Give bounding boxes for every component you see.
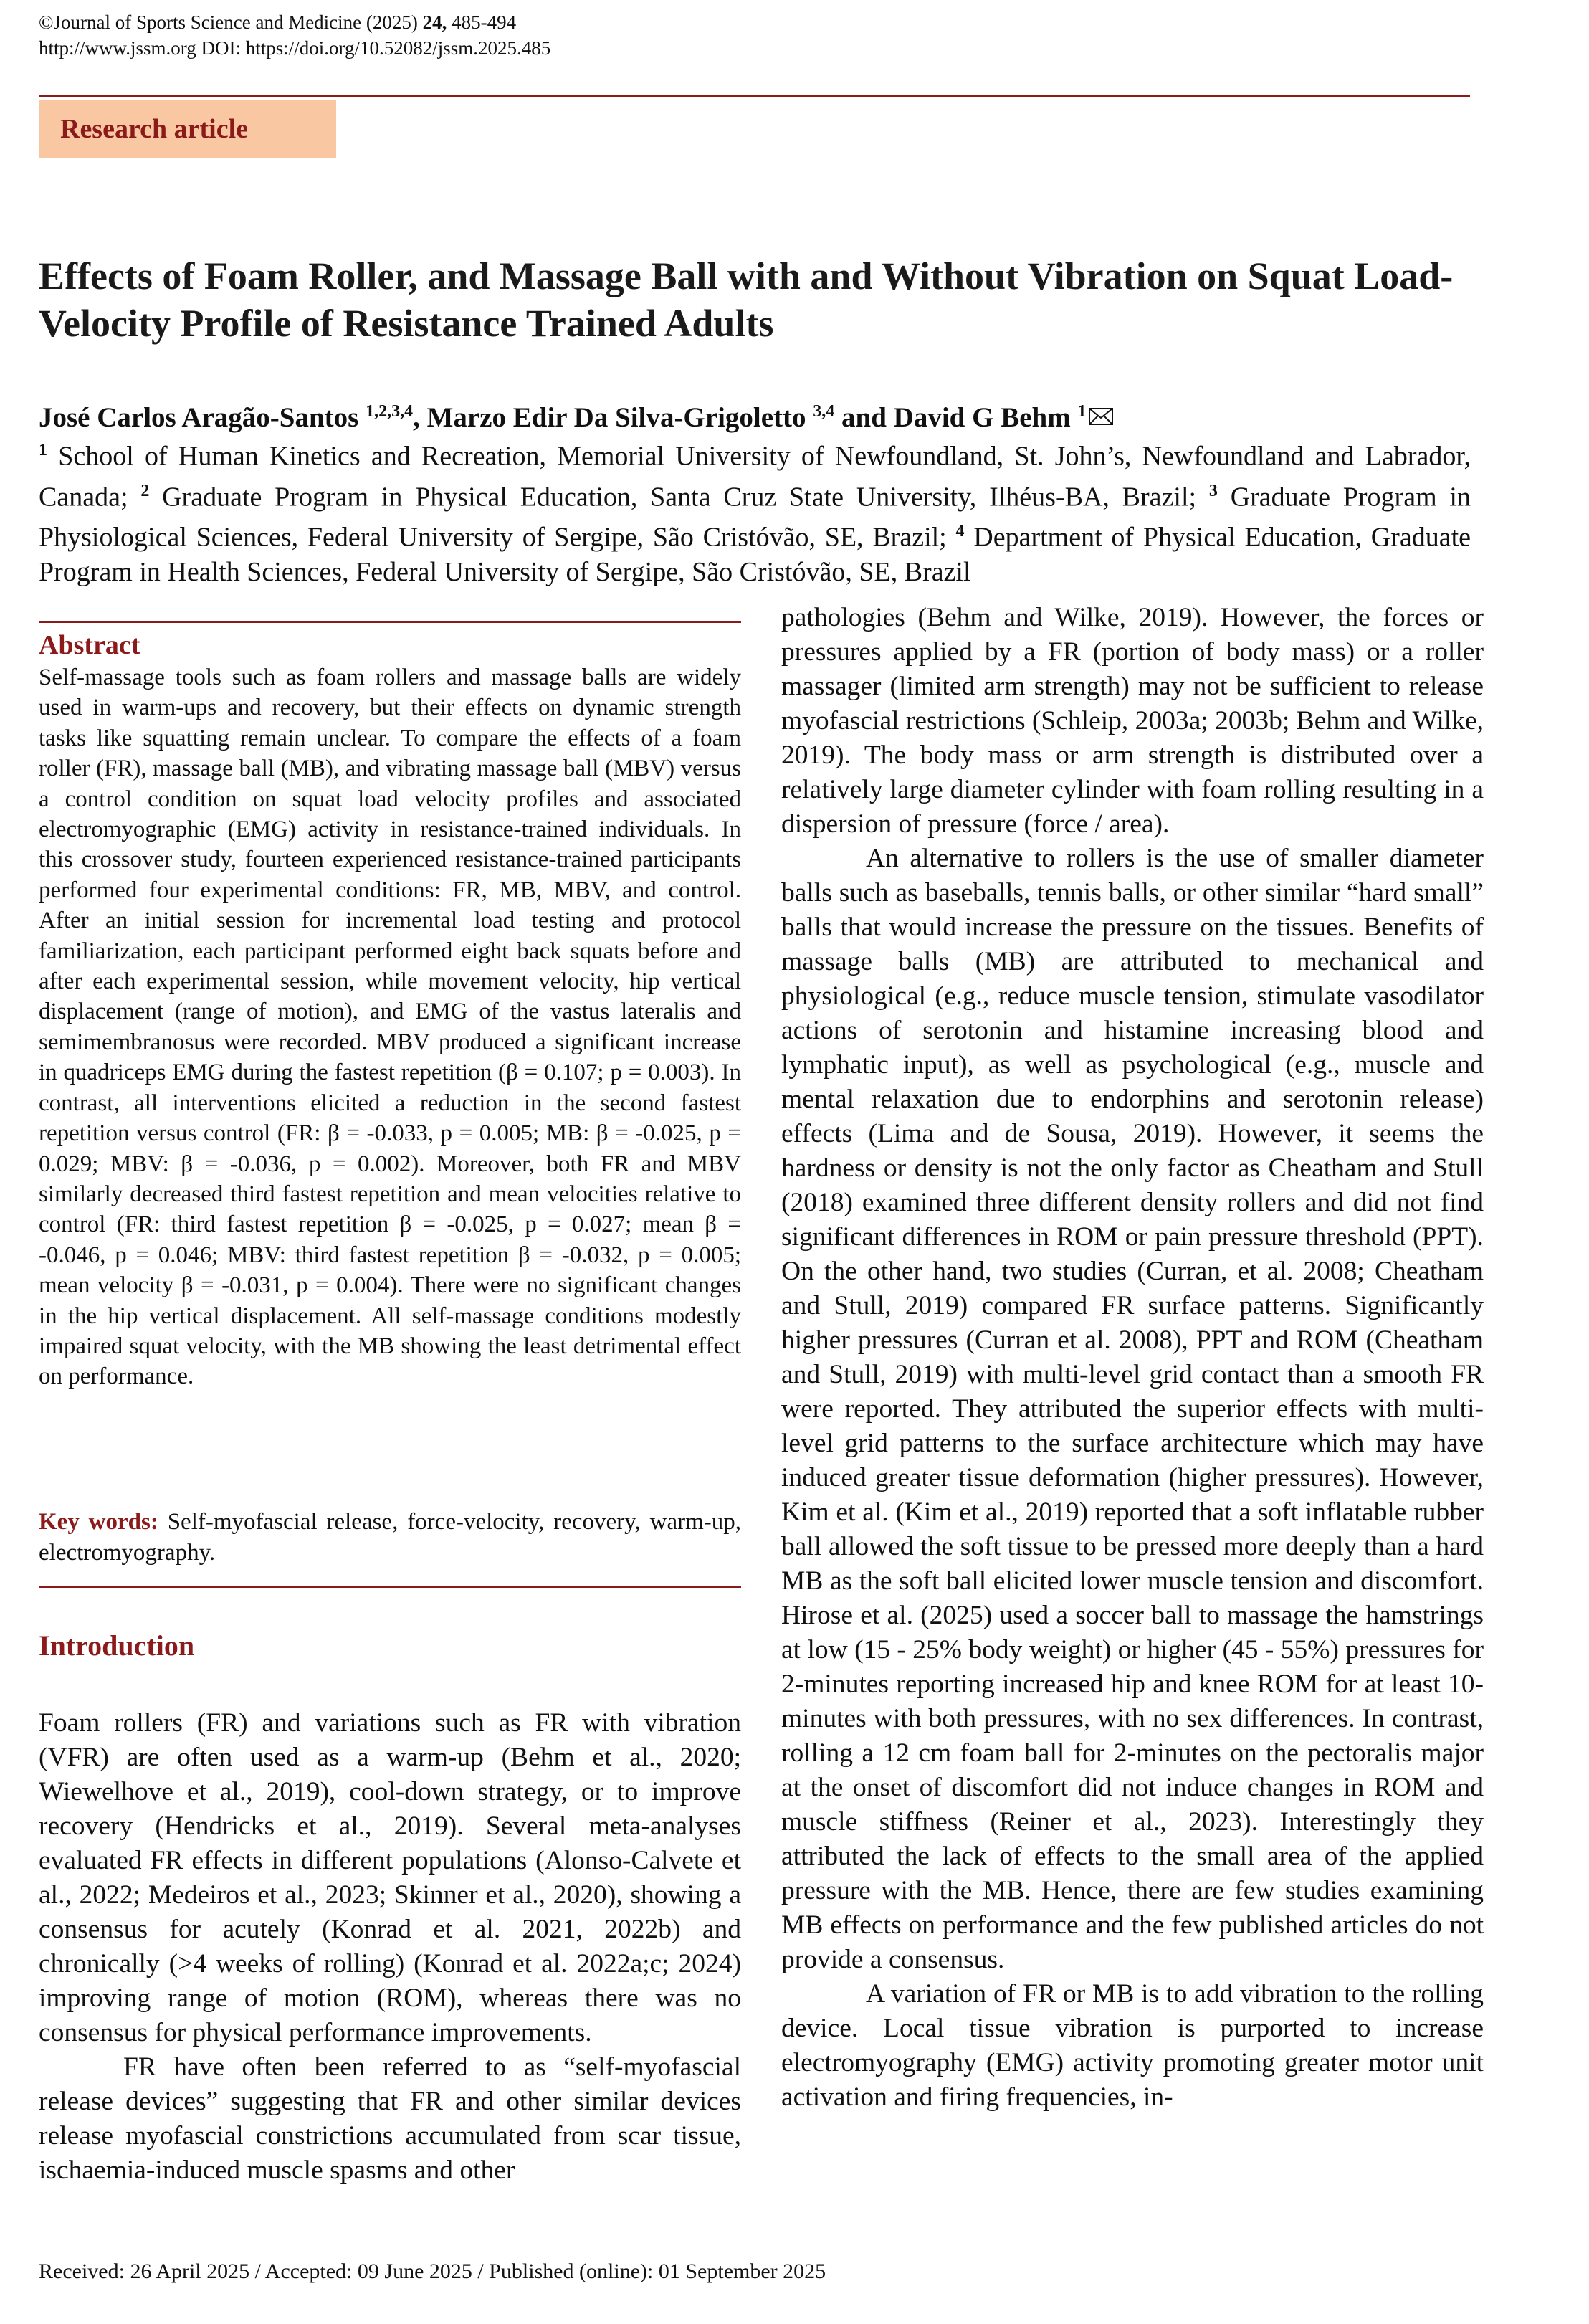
affiliation-text: Graduate Program in Physiological Sciences, Federal University of Sergipe, São Cristóvão, SE, Brazil;: [39, 482, 1471, 553]
affiliations: [39, 433, 1471, 589]
affiliation-text: School of Human Kinetics and Recreation, Memorial University of Newfoundland, St. John’s, Newfoundland and Labrador, Canada;: [39, 441, 1471, 513]
author-name: David G Behm: [893, 402, 1078, 433]
affiliation-marker: 4: [955, 522, 965, 541]
introduction-heading: Introduction: [39, 1629, 195, 1662]
author-separator: and: [834, 402, 894, 433]
journal-url-doi: http://www.jssm.org DOI: https://doi.org/10.52082/jssm.2025.485: [39, 37, 551, 59]
intro-paragraph: FR have often been referred to as “self-myofascial release devices” suggesting that FR and other similar devices release myofascial constrictions accumulated from scar tissue, ischaemia-induced muscle spasms and other: [39, 2052, 741, 2185]
article-dates-footer: Received: 26 April 2025 / Accepted: 09 June 2025 / Published (online): 01 September 2025: [39, 2259, 826, 2283]
affiliation-marker: 1: [39, 441, 47, 459]
abstract-heading: Abstract: [39, 630, 140, 660]
affiliation-marker: 3: [1208, 481, 1218, 500]
envelope-icon[interactable]: [1089, 408, 1113, 425]
intro-paragraph: A variation of FR or MB is to add vibration to the rolling device. Local tissue vibration is purported to increase electromyography (EMG) activity promoting greater motor unit activation and firing frequencies, in-: [781, 1979, 1484, 2112]
author-name: José Carlos Aragão-Santos: [39, 402, 366, 433]
header-rule: [39, 95, 1470, 97]
affiliation-text: Department of Physical Education, Graduate Program in Health Sciences, Federal University of Sergipe, São Cristóvão, SE, Brazil: [39, 522, 1471, 587]
keywords-label: Key words:: [39, 1509, 158, 1535]
journal-volume: 24,: [422, 11, 447, 33]
journal-pages: 485-494: [447, 11, 517, 33]
journal-citation: [39, 10, 516, 34]
abstract-text: Self-massage tools such as foam rollers and massage balls are widely used in warm-ups and recovery, but their effects on dynamic strength tasks like squatting remain unclear. To compare the effects of a foam roller (FR), massage ball (MB), and vibrating massage ball (MBV) versus a control condition on squat load velocity profiles and associated electromyographic (EMG) activity in resistance-trained individuals. In this crossover study, fourteen experienced resistance-trained participants performed four experimental conditions: FR, MB, MBV, and control. After an initial session for incremental load testing and protocol familiarization, each participant performed eight back squats before and after each experimental session, while movement velocity, hip vertical displacement (range of motion), and EMG of the vastus lateralis and semimembranosus were recorded. MBV produced a significant increase in quadriceps EMG during the fastest repetition (β = 0.107; p = 0.003). In contrast, all interventions elicited a reduction in the second fastest repetition versus control (FR: β = -0.033, p = 0.005; MB: β = -0.025, p = 0.029; MBV: β = -0.036, p = 0.002). Moreover, both FR and MBV similarly decreased third fastest repetition and mean velocities relative to control (FR: third fastest repetition β = -0.025, p = 0.027; mean β = -0.046, p = 0.046; MBV: third fastest repetition β = -0.032, p = 0.005; mean velocity β = -0.031, p = 0.004). There were no significant changes in the hip vertical displacement. All self-massage conditions modestly impaired squat velocity, with the MB showing the least detrimental effect on performance.: [39, 665, 741, 1390]
abstract-block: [39, 628, 741, 1392]
affiliation-text: Graduate Program in Physical Education, Santa Cruz State University, Ilhéus-BA, Brazil;: [149, 482, 1209, 513]
abstract-bottom-rule: [39, 1586, 741, 1588]
author-list: [39, 394, 1472, 435]
author-separator: ,: [413, 402, 427, 433]
abstract-top-rule: [39, 621, 741, 623]
keywords: [39, 1507, 741, 1568]
intro-paragraph: An alternative to rollers is the use of smaller diameter balls such as baseballs, tennis balls, or other similar “hard small” balls that would increase the pressure on the tissues. Benefits of massage balls (MB) are attributed to mechanical and physiological (e.g., reduce muscle tension, stimulate vasodilator actions of serotonin and histamine increasing blood and lymphatic input), as well as psychological (e.g., muscle and mental relaxation due to endorphins and serotonin release) effects (Lima and de Sousa, 2019). However, it seems the hardness or density is not the only factor as Cheatham and Stull (2018) examined three different density rollers and did not find significant differences in ROM or pain pressure threshold (PPT). On the other hand, two studies (Curran, et al. 2008; Cheatham and Stull, 2019) compared FR surface patterns. Significantly higher pressures (Curran et al. 2008), PPT and ROM (Cheatham and Stull, 2019) with multi-level grid contact than a smooth FR were reported. They attributed the superior effects with multi-level grid patterns to the surface architecture which may have induced greater tissue deformation (higher pressures). However, Kim et al. (Kim et al., 2019) reported that a soft inflatable rubber ball allowed the soft tissue to be pressed more deeply than a hard MB as the soft ball elicited lower muscle tension and discomfort. Hirose et al. (2025) used a soccer ball to massage the hamstrings at low (15 - 25% body weight) or higher (45 - 55%) pressures for 2-minutes reporting increased hip and knee ROM for at least 10-minutes with both pressures, with no sex differences. In contrast, rolling a 12 cm foam ball for 2-minutes on the pectoralis major at the onset of discomfort did not induce changes in ROM and muscle stiffness (Reiner et al., 2023). Interestingly they attributed the lack of effects to the small area of the applied pressure with the MB. Hence, there are few studies examining MB effects on performance and the few published articles do not provide a consensus.: [781, 844, 1484, 1974]
article-type-badge: Research article: [39, 100, 336, 158]
left-column-body: [39, 1706, 741, 2188]
affiliation-marker: 2: [140, 481, 150, 500]
journal-prefix: ©Journal of Sports Science and Medicine (2025): [39, 11, 423, 33]
right-column-body: [781, 601, 1484, 2115]
keywords-list: Self-myofascial release, force-velocity, recovery, warm-up, electromyography.: [39, 1509, 741, 1566]
intro-paragraph: Foam rollers (FR) and variations such as FR with vibration (VFR) are often used as a warm-up (Behm et al., 2020; Wiewelhove et al., 2019), cool-down strategy, or to improve recovery (Hendricks et al., 2019). Several meta-analyses evaluated FR effects in different populations (Alonso-Calvete et al., 2022; Medeiros et al., 2023; Skinner et al., 2020), showing a consensus for acutely (Konrad et al. 2021, 2022b) and chronically (>4 weeks of rolling) (Konrad et al. 2022a;c; 2024) improving range of motion (ROM), whereas there was no consensus for physical performance improvements.: [39, 1708, 741, 2047]
paper-title: Effects of Foam Roller, and Massage Ball with and Without Vibration on Squat Load-Velocity Profile of Resistance Trained Adults: [39, 254, 1454, 345]
author-affiliation-marker: 1: [1077, 402, 1087, 421]
intro-paragraph-continued: pathologies (Behm and Wilke, 2019). However, the forces or pressures applied by a FR (portion of body mass) or a roller massager (limited arm strength) may not be sufficient to release myofascial restrictions (Schleip, 2003a; 2003b; Behm and Wilke, 2019). The body mass or arm strength is distributed over a relatively large diameter cylinder with foam rolling resulting in a dispersion of pressure (force / area).: [781, 603, 1484, 839]
author-affiliation-marker: 1,2,3,4: [366, 402, 414, 421]
author-affiliation-marker: 3,4: [813, 402, 835, 421]
author-name: Marzo Edir Da Silva-Grigoletto: [426, 402, 813, 433]
